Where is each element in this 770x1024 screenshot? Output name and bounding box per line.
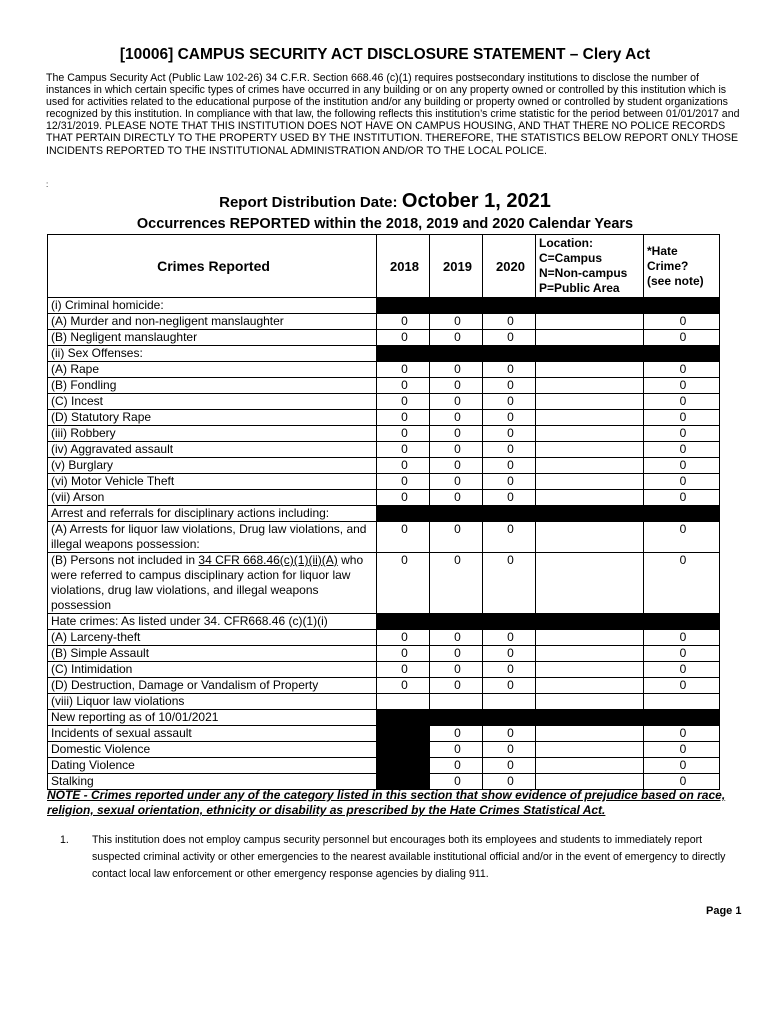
count-cell: 0 bbox=[644, 726, 720, 742]
page-number: Page 1 bbox=[706, 905, 742, 917]
count-cell: 0 bbox=[644, 758, 720, 774]
count-cell: 0 bbox=[430, 774, 483, 790]
count-cell: 0 bbox=[483, 362, 536, 378]
header-crimes: Crimes Reported bbox=[48, 235, 377, 298]
count-cell: 0 bbox=[644, 678, 720, 694]
row-label: (C) Incest bbox=[48, 394, 377, 410]
table-row bbox=[48, 646, 720, 662]
count-cell: 0 bbox=[644, 426, 720, 442]
count-cell: 0 bbox=[483, 442, 536, 458]
count-cell: 0 bbox=[644, 742, 720, 758]
count-cell: 0 bbox=[644, 630, 720, 646]
count-cell: 0 bbox=[377, 490, 430, 506]
blocked-cell bbox=[483, 346, 536, 362]
table-row bbox=[48, 410, 720, 426]
crime-statistics-table bbox=[47, 234, 720, 790]
row-label: (B) Fondling bbox=[48, 378, 377, 394]
distribution-label: Report Distribution Date: bbox=[219, 194, 398, 211]
blocked-cell bbox=[483, 506, 536, 522]
count-cell: 0 bbox=[377, 314, 430, 330]
blocked-cell bbox=[430, 506, 483, 522]
row-label: (A) Arrests for liquor law violations, Drug law violations, and illegal weapons possession: bbox=[48, 522, 377, 553]
count-cell: 0 bbox=[644, 378, 720, 394]
count-cell: 0 bbox=[377, 410, 430, 426]
count-cell: 0 bbox=[430, 662, 483, 678]
blocked-cell bbox=[483, 614, 536, 630]
header-hate-crime: *Hate Crime? (see note) bbox=[644, 235, 720, 298]
count-cell: 0 bbox=[430, 362, 483, 378]
table-row bbox=[48, 362, 720, 378]
count-cell: 0 bbox=[483, 394, 536, 410]
table-row bbox=[48, 553, 720, 614]
blocked-cell bbox=[377, 346, 430, 362]
row-label: (ii) Sex Offenses: bbox=[48, 346, 377, 362]
count-cell: 0 bbox=[430, 394, 483, 410]
table-row bbox=[48, 614, 720, 630]
row-label: (D) Destruction, Damage or Vandalism of Property bbox=[48, 678, 377, 694]
count-cell: 0 bbox=[377, 330, 430, 346]
row-label: (A) Larceny-theft bbox=[48, 630, 377, 646]
count-cell: 0 bbox=[377, 394, 430, 410]
table-row bbox=[48, 710, 720, 726]
row-label: Domestic Violence bbox=[48, 742, 377, 758]
count-cell: 0 bbox=[644, 474, 720, 490]
table-row bbox=[48, 474, 720, 490]
count-cell: 0 bbox=[483, 662, 536, 678]
count-cell: 0 bbox=[430, 758, 483, 774]
blocked-cell bbox=[536, 710, 644, 726]
row-label: (C) Intimidation bbox=[48, 662, 377, 678]
table-row bbox=[48, 442, 720, 458]
row-label: (v) Burglary bbox=[48, 458, 377, 474]
count-cell: 0 bbox=[430, 314, 483, 330]
blocked-cell bbox=[536, 298, 644, 314]
count-cell: 0 bbox=[644, 646, 720, 662]
row-label: (A) Murder and non-negligent manslaughter bbox=[48, 314, 377, 330]
count-cell: 0 bbox=[483, 678, 536, 694]
table-row bbox=[48, 426, 720, 442]
count-cell: 0 bbox=[644, 330, 720, 346]
count-cell: 0 bbox=[377, 553, 430, 614]
count-cell: 0 bbox=[483, 426, 536, 442]
count-cell: 0 bbox=[644, 314, 720, 330]
count-cell: 0 bbox=[430, 442, 483, 458]
blocked-cell bbox=[536, 614, 644, 630]
hate-crime-note: NOTE - Crimes reported under any of the category listed in this section that show evidence of prejudice based on race, religion, sexual orientation, ethnicity or disability as prescribed by the Hate Crimes Statistical Act. bbox=[47, 788, 726, 817]
count-cell: 0 bbox=[377, 474, 430, 490]
count-cell: 0 bbox=[483, 474, 536, 490]
footnote-number: 1. bbox=[60, 834, 69, 846]
row-label: (iv) Aggravated assault bbox=[48, 442, 377, 458]
table-row bbox=[48, 726, 720, 742]
count-cell: 0 bbox=[377, 362, 430, 378]
row-label: (iii) Robbery bbox=[48, 426, 377, 442]
count-cell: 0 bbox=[430, 410, 483, 426]
blocked-cell bbox=[430, 346, 483, 362]
count-cell: 0 bbox=[483, 378, 536, 394]
count-cell: 0 bbox=[377, 378, 430, 394]
row-label: Arrest and referrals for disciplinary actions including: bbox=[48, 506, 377, 522]
count-cell: 0 bbox=[483, 314, 536, 330]
blocked-cell bbox=[430, 614, 483, 630]
count-cell: 0 bbox=[483, 742, 536, 758]
row-label: (B) Simple Assault bbox=[48, 646, 377, 662]
blocked-cell bbox=[377, 298, 430, 314]
count-cell: 0 bbox=[377, 442, 430, 458]
count-cell: 0 bbox=[377, 458, 430, 474]
table-row bbox=[48, 694, 720, 710]
blocked-cell bbox=[377, 758, 430, 774]
count-cell: 0 bbox=[483, 726, 536, 742]
table-row bbox=[48, 298, 720, 314]
count-cell: 0 bbox=[644, 442, 720, 458]
count-cell: 0 bbox=[483, 630, 536, 646]
table-row bbox=[48, 758, 720, 774]
table-row bbox=[48, 506, 720, 522]
count-cell: 0 bbox=[644, 394, 720, 410]
count-cell: 0 bbox=[430, 426, 483, 442]
count-cell: 0 bbox=[430, 630, 483, 646]
document-title: [10006] CAMPUS SECURITY ACT DISCLOSURE STATEMENT – Clery Act bbox=[119, 46, 651, 63]
row-label: Stalking bbox=[48, 774, 377, 790]
table-row bbox=[48, 522, 720, 553]
count-cell: 0 bbox=[483, 646, 536, 662]
table-row bbox=[48, 330, 720, 346]
row-label: Hate crimes: As listed under 34. CFR668.46 (c)(1)(i) bbox=[48, 614, 377, 630]
header-location: Location: C=Campus N=Non-campus P=Public Area bbox=[536, 235, 644, 298]
row-label: Incidents of sexual assault bbox=[48, 726, 377, 742]
table-row bbox=[48, 662, 720, 678]
blocked-cell bbox=[377, 742, 430, 758]
count-cell: 0 bbox=[483, 490, 536, 506]
row-label: (viii) Liquor law violations bbox=[48, 694, 377, 710]
count-cell: 0 bbox=[644, 522, 720, 553]
header-2019: 2019 bbox=[430, 235, 483, 298]
count-cell: 0 bbox=[483, 410, 536, 426]
count-cell: 0 bbox=[430, 378, 483, 394]
table-row bbox=[48, 742, 720, 758]
distribution-date: October 1, 2021 bbox=[401, 190, 551, 212]
count-cell: 0 bbox=[430, 726, 483, 742]
blocked-cell bbox=[377, 614, 430, 630]
row-label: (vi) Motor Vehicle Theft bbox=[48, 474, 377, 490]
table-row bbox=[48, 346, 720, 362]
header-2020: 2020 bbox=[483, 235, 536, 298]
table-row bbox=[48, 314, 720, 330]
blocked-cell bbox=[377, 506, 430, 522]
count-cell: 0 bbox=[430, 474, 483, 490]
count-cell: 0 bbox=[430, 490, 483, 506]
count-cell: 0 bbox=[483, 522, 536, 553]
table-row bbox=[48, 678, 720, 694]
row-label: New reporting as of 10/01/2021 bbox=[48, 710, 377, 726]
table-row bbox=[48, 458, 720, 474]
count-cell: 0 bbox=[483, 458, 536, 474]
table-row bbox=[48, 630, 720, 646]
header-2018: 2018 bbox=[377, 235, 430, 298]
occurrences-title: Occurrences REPORTED within the 2018, 2019 and 2020 Calendar Years bbox=[136, 216, 634, 232]
count-cell: 0 bbox=[430, 458, 483, 474]
count-cell: 0 bbox=[430, 678, 483, 694]
count-cell: 0 bbox=[483, 553, 536, 614]
blocked-cell bbox=[377, 726, 430, 742]
count-cell: 0 bbox=[483, 758, 536, 774]
blocked-cell bbox=[483, 298, 536, 314]
count-cell: 0 bbox=[377, 646, 430, 662]
count-cell: 0 bbox=[377, 426, 430, 442]
table-row bbox=[48, 378, 720, 394]
blocked-cell bbox=[644, 614, 720, 630]
blocked-cell bbox=[644, 346, 720, 362]
blocked-cell bbox=[377, 710, 430, 726]
blocked-cell bbox=[536, 506, 644, 522]
blocked-cell bbox=[536, 346, 644, 362]
blocked-cell bbox=[430, 298, 483, 314]
count-cell: 0 bbox=[430, 646, 483, 662]
count-cell: 0 bbox=[483, 774, 536, 790]
count-cell: 0 bbox=[644, 553, 720, 614]
table-row bbox=[48, 490, 720, 506]
count-cell: 0 bbox=[377, 522, 430, 553]
blocked-cell bbox=[644, 710, 720, 726]
stray-mark: : bbox=[46, 180, 49, 189]
count-cell: 0 bbox=[430, 553, 483, 614]
count-cell: 0 bbox=[430, 742, 483, 758]
count-cell: 0 bbox=[644, 410, 720, 426]
count-cell: 0 bbox=[644, 774, 720, 790]
blocked-cell bbox=[644, 506, 720, 522]
table-header-row bbox=[48, 235, 720, 298]
count-cell: 0 bbox=[430, 330, 483, 346]
intro-paragraph: The Campus Security Act (Public Law 102-26) 34 C.F.R. Section 668.46 (c)(1) requires postsecondary institutions to disclose the number of instances in which certain specific types of crimes have occurred in any building or on any property owned or controlled by this institution which is used for activities related to the educational purpose of the institution and/or any building or property owned or controlled by student organizations recognized by this institution. In compliance with that law, the following reflects this institution’s crime statistic for the period between 01/01/2017 and 12/31/2019. PLEASE NOTE THAT THIS INSTITUTION DOES NOT HAVE ON CAMPUS HOUSING, AND THAT THERE NO POLICE RECORDS THAT PERTAIN DIRECTLY TO THE PROPERTY USED BY THE INSTITUTION. THEREFORE, THE STATISTICS BELOW REPORT ONLY THOSE INCIDENTS REPORTED TO THE INSTITUTIONAL ADMINISTRATION AND/OR TO THE LOCAL POLICE. bbox=[46, 72, 740, 157]
count-cell: 0 bbox=[644, 490, 720, 506]
row-label: (B) Negligent manslaughter bbox=[48, 330, 377, 346]
blocked-cell bbox=[644, 298, 720, 314]
report-distribution-date bbox=[0, 190, 770, 213]
count-cell: 0 bbox=[377, 678, 430, 694]
count-cell: 0 bbox=[430, 522, 483, 553]
count-cell: 0 bbox=[377, 662, 430, 678]
footnote bbox=[60, 832, 730, 883]
table-row bbox=[48, 394, 720, 410]
row-label: (i) Criminal homicide: bbox=[48, 298, 377, 314]
count-cell: 0 bbox=[644, 362, 720, 378]
count-cell: 0 bbox=[644, 662, 720, 678]
count-cell: 0 bbox=[483, 330, 536, 346]
count-cell: 0 bbox=[644, 458, 720, 474]
footnote-text: This institution does not employ campus security personnel but encourages both its employees and students to immediately report suspected criminal activity or other emergencies to the nearest available institutional official and/or in the event of emergency to directly contact local law enforcement or other emergency response agencies by dialing 911. bbox=[92, 834, 726, 880]
row-label: (vii) Arson bbox=[48, 490, 377, 506]
cfr-reference: 34 CFR 668.46(c)(1)(ii)(A) bbox=[198, 553, 338, 567]
blocked-cell bbox=[430, 710, 483, 726]
row-label: (A) Rape bbox=[48, 362, 377, 378]
row-label: (D) Statutory Rape bbox=[48, 410, 377, 426]
count-cell: 0 bbox=[377, 630, 430, 646]
row-label: Dating Violence bbox=[48, 758, 377, 774]
row-label: (B) Persons not included in 34 CFR 668.46(c)(1)(ii)(A) who were referred to campus disciplinary action for liquor law violations, drug law violations, and illegal weapons possession bbox=[48, 553, 377, 614]
blocked-cell bbox=[483, 710, 536, 726]
